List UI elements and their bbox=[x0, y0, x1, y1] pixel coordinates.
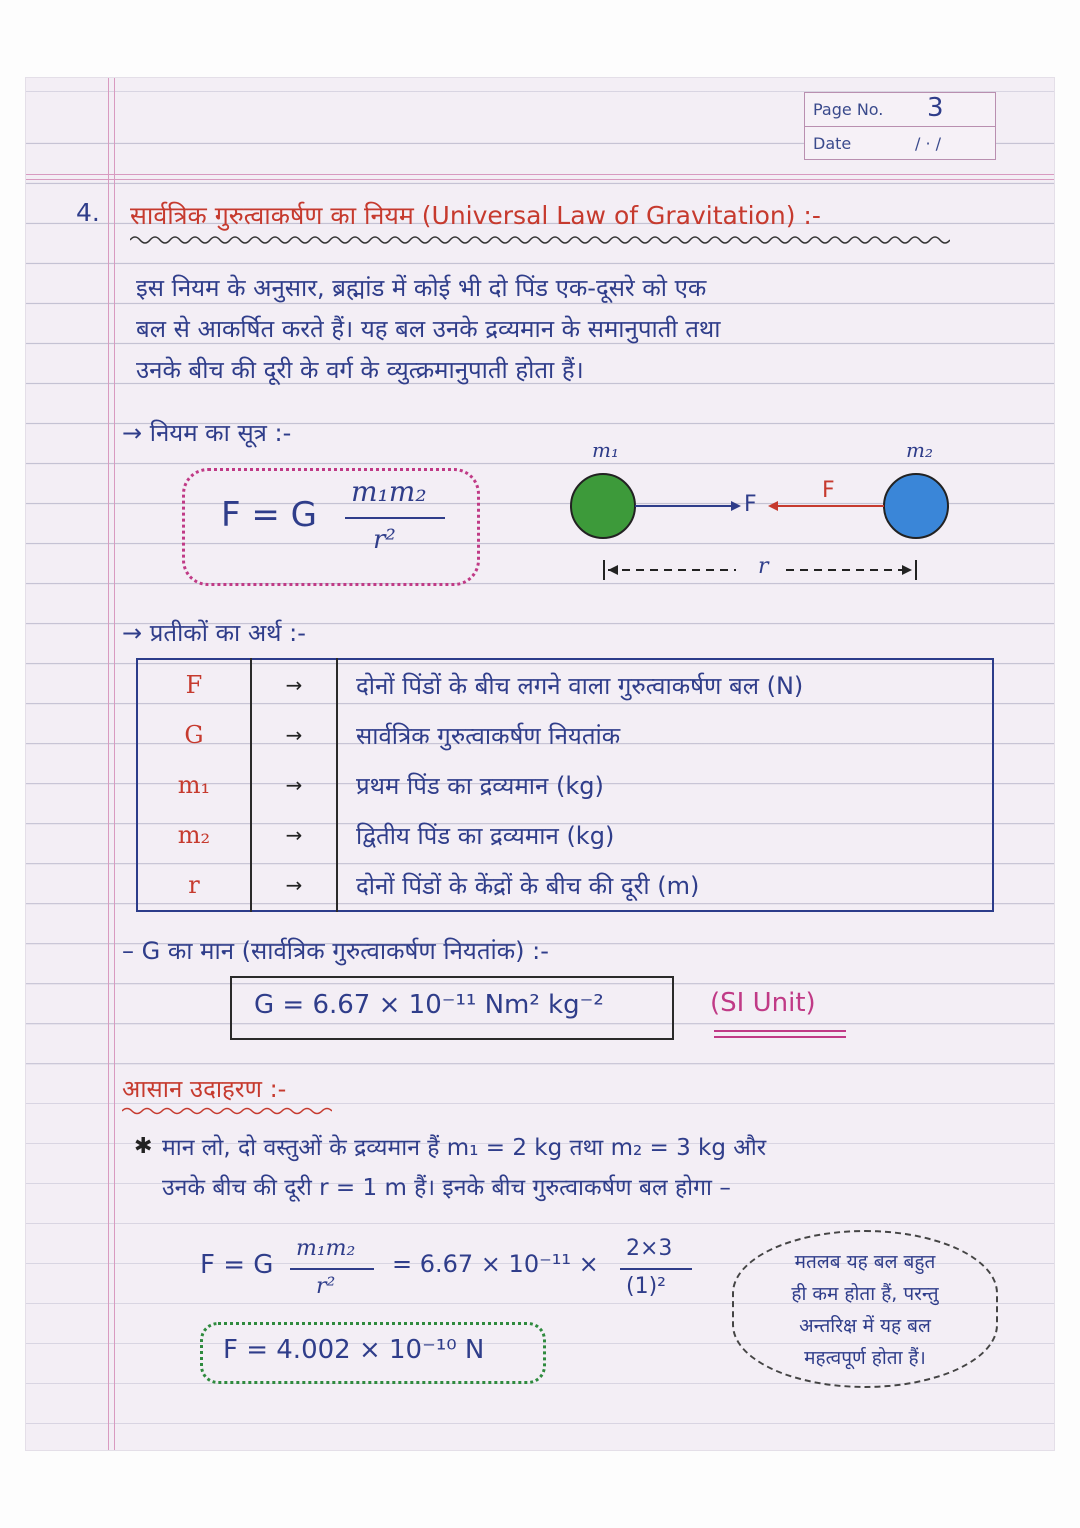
symbol-cell: G bbox=[137, 710, 251, 760]
symbol-cell: m₂ bbox=[137, 810, 251, 860]
force1-label: F bbox=[744, 492, 757, 517]
symbols-heading: → प्रतीकों का अर्थ :- bbox=[122, 619, 306, 647]
note-line: अन्तरिक्ष में यह बल bbox=[799, 1315, 931, 1337]
note-line: मतलब यह बल बहुत bbox=[794, 1251, 936, 1273]
margin-line-top bbox=[26, 174, 1054, 175]
arrow-cell: → bbox=[251, 810, 337, 860]
calc-numerator: m₁m₂ bbox=[296, 1236, 356, 1261]
section-number: 4. bbox=[76, 198, 100, 227]
paragraph-line: बल से आकर्षित करते हैं। यह बल उनके द्रव्यमान के समानुपाती तथा bbox=[136, 315, 721, 343]
si-unit-note: (SI Unit) bbox=[710, 988, 816, 1018]
meaning-cell: सार्वत्रिक गुरुत्वाकर्षण नियतांक bbox=[356, 721, 621, 750]
g-value-formula: G = 6.67 × 10⁻¹¹ Nm² kg⁻² bbox=[254, 990, 604, 1020]
bullet-star-icon: ✱ bbox=[134, 1134, 153, 1159]
calc-numerator-2: 2×3 bbox=[626, 1236, 673, 1261]
page-number: 3 bbox=[927, 93, 944, 123]
table-row bbox=[137, 860, 993, 911]
arrow-cell: → bbox=[251, 659, 337, 710]
page-number-box bbox=[804, 92, 996, 160]
paragraph-line: उनके बीच की दूरी के वर्ग के व्युत्क्रमानुपाती होता हैं। bbox=[136, 356, 584, 384]
mass1-label: m₁ bbox=[592, 438, 619, 462]
paragraph-line: इस नियम के अनुसार, ब्रह्मांड में कोई भी दो पिंड एक-दूसरे को एक bbox=[136, 274, 707, 302]
g-value-heading: – G का मान (सार्वत्रिक गुरुत्वाकर्षण नियतांक) :- bbox=[122, 937, 549, 965]
date-value: / · / bbox=[915, 134, 942, 153]
meaning-cell: दोनों पिंडों के केंद्रों के बीच की दूरी (m) bbox=[356, 871, 700, 900]
example-wavy-underline bbox=[122, 1106, 332, 1116]
si-underline-2 bbox=[714, 1036, 846, 1038]
example-line-1: मान लो, दो वस्तुओं के द्रव्यमान हैं m₁ = 2 kg तथा m₂ = 3 kg और bbox=[162, 1135, 767, 1161]
page-box-divider bbox=[805, 126, 995, 127]
mass2-label: m₂ bbox=[906, 438, 933, 462]
calc-denominator: r² bbox=[316, 1274, 336, 1299]
date-label: Date bbox=[813, 134, 852, 153]
meaning-cell: दोनों पिंडों के बीच लगने वाला गुरुत्वाकर्षण बल (N) bbox=[356, 671, 804, 700]
formula-lhs: F = G bbox=[221, 495, 318, 535]
margin-line-top-2 bbox=[26, 179, 1054, 180]
example-heading: आसान उदाहरण :- bbox=[122, 1075, 287, 1103]
g-value-box bbox=[230, 976, 674, 1040]
meaning-cell: प्रथम पिंड का द्रव्यमान (kg) bbox=[356, 771, 604, 800]
calc-fraction-bar-2 bbox=[620, 1268, 692, 1270]
formula-denominator: r² bbox=[373, 525, 396, 555]
calc-denominator-2: (1)² bbox=[626, 1274, 666, 1299]
formula-numerator: m₁m₂ bbox=[351, 475, 427, 508]
table-row bbox=[137, 659, 993, 710]
calc-lhs: F = G bbox=[200, 1250, 274, 1280]
note-bubble bbox=[732, 1230, 998, 1388]
calc-fraction-bar bbox=[290, 1268, 374, 1270]
table-row bbox=[137, 810, 993, 860]
arrow-cell: → bbox=[251, 760, 337, 810]
mass1-sphere bbox=[571, 474, 635, 538]
note-text bbox=[734, 1246, 996, 1374]
symbol-cell: F bbox=[137, 659, 251, 710]
formula-heading: → नियम का सूत्र :- bbox=[122, 419, 292, 447]
arrow-cell: → bbox=[251, 710, 337, 760]
example-line-2: उनके बीच की दूरी r = 1 m हैं। इनके बीच गुरुत्वाकर्षण बल होगा – bbox=[162, 1175, 731, 1201]
note-line: ही कम होता हैं, परन्तु bbox=[791, 1283, 939, 1305]
formula-box bbox=[182, 468, 480, 586]
page-no-label: Page No. bbox=[813, 100, 884, 119]
formula-fraction-bar bbox=[345, 517, 445, 519]
si-underline-1 bbox=[714, 1030, 846, 1032]
table-row bbox=[137, 760, 993, 810]
section-heading: सार्वत्रिक गुरुत्वाकर्षण का नियम (Universal Law of Gravitation) :- bbox=[130, 201, 821, 230]
force2-label: F bbox=[822, 478, 835, 503]
table-row bbox=[137, 710, 993, 760]
margin-line-left-2 bbox=[114, 78, 115, 1450]
notebook-page bbox=[26, 78, 1054, 1450]
result-value: F = 4.002 × 10⁻¹⁰ N bbox=[223, 1335, 485, 1365]
meaning-cell: द्वितीय पिंड का द्रव्यमान (kg) bbox=[356, 821, 615, 850]
distance-label: r bbox=[758, 554, 769, 579]
mass2-sphere bbox=[884, 474, 948, 538]
symbol-cell: r bbox=[137, 860, 251, 911]
arrow-cell: → bbox=[251, 860, 337, 911]
law-paragraph bbox=[136, 268, 1016, 391]
calc-middle: = 6.67 × 10⁻¹¹ × bbox=[392, 1250, 599, 1278]
heading-wavy-underline bbox=[130, 234, 950, 246]
symbols-table bbox=[136, 658, 994, 912]
symbol-cell: m₁ bbox=[137, 760, 251, 810]
margin-line-left bbox=[108, 78, 109, 1450]
result-box bbox=[200, 1322, 546, 1384]
note-line: महत्वपूर्ण होता हैं। bbox=[804, 1347, 926, 1369]
